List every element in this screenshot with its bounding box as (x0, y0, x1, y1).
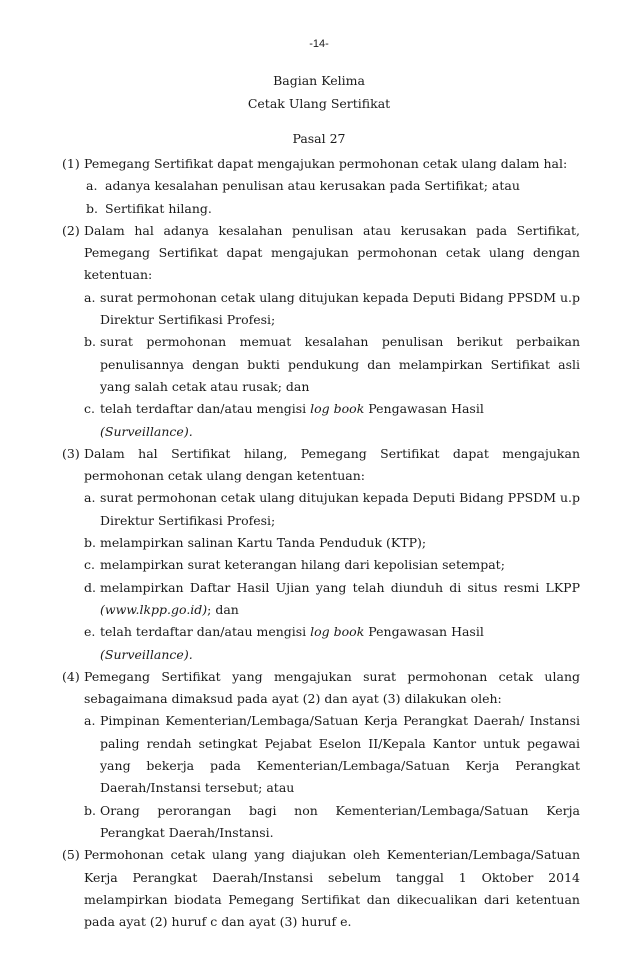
paragraph-number: (4) (62, 668, 80, 684)
paragraph-number: (5) (62, 847, 80, 863)
list-item (84, 800, 580, 845)
paragraph-2 (62, 220, 580, 443)
list-item-text (100, 398, 580, 443)
text-run: telah terdaftar dan/atau mengisi (100, 624, 311, 640)
paragraph-5 (62, 844, 580, 933)
list-item-label: c. (84, 557, 95, 573)
list-item-label: b. (84, 802, 96, 818)
paragraph-text: Pemegang Sertifikat dapat mengajukan permohonan cetak ulang dalam hal: (84, 156, 568, 171)
list-item (84, 554, 580, 576)
paragraph-number: (2) (62, 222, 80, 238)
italic-term: (Surveillance). (100, 423, 193, 439)
list-item (84, 621, 580, 666)
list-item (84, 710, 580, 799)
list-item-label: a. (84, 490, 96, 506)
list-item (86, 198, 580, 220)
section-title-heading: Cetak Ulang Sertifikat (247, 96, 391, 111)
paragraph-number: (1) (62, 156, 80, 171)
paragraph-4 (62, 666, 580, 844)
list-item-text (100, 577, 580, 622)
list-item-text (100, 621, 580, 666)
list-item-text: surat permohonan cetak ulang ditujukan kepada Deputi Bidang PPSDM u.p Direktur Sertifikasi Profesi; (100, 289, 580, 328)
paragraph-text: Pemegang Sertifikat yang mengajukan surat permohonan cetak ulang sebagaimana dimaksud pada ayat (2) dan ayat (3) dilakukan oleh: (84, 668, 580, 707)
paragraph-text: Permohonan cetak ulang yang diajukan oleh Kementerian/Lembaga/Satuan Kerja Perangkat Daerah/Instansi sebelum tanggal 1 Oktober 2014 melampirkan biodata Pemegang Sertifikat dan dikecualikan dari ketentuan pada ayat (2) huruf c dan ayat (3) huruf e. (84, 847, 580, 930)
paragraph-text: Dalam hal adanya kesalahan penulisan atau kerusakan pada Sertifikat, Pemegang Sertifikat dapat mengajukan permohonan cetak ulang dengan ketentuan: (84, 222, 580, 283)
list-item-text: melampirkan surat keterangan hilang dari kepolisian setempat; (100, 557, 505, 573)
list-item-text: Orang perorangan bagi non Kementerian/Lembaga/Satuan Kerja Perangkat Daerah/Instansi. (100, 802, 580, 840)
paragraph-number: (3) (62, 445, 80, 461)
text-run: Pengawasan Hasil (364, 624, 484, 640)
article-heading: Pasal 27 (292, 131, 346, 146)
list-item (84, 287, 580, 332)
list-item (84, 331, 580, 398)
text-run: ; dan (207, 601, 239, 617)
website-url: (www.lkpp.go.id) (100, 601, 208, 617)
article-body (62, 153, 580, 933)
list-item-label: b. (84, 535, 96, 551)
list-item-label: e. (84, 624, 96, 640)
list-item-text: melampirkan salinan Kartu Tanda Penduduk (KTP); (100, 535, 427, 551)
italic-term: log book (310, 624, 365, 640)
list-item-text: surat permohonan cetak ulang ditujukan kepada Deputi Bidang PPSDM u.p Direktur Sertifikasi Profesi; (100, 490, 580, 528)
list-item-label: d. (84, 579, 96, 595)
list-item-label: a. (84, 289, 96, 305)
italic-term: log book (310, 401, 365, 417)
list-item-text: adanya kesalahan penulisan atau kerusakan pada Sertifikat; atau (105, 178, 520, 194)
list-item-text: Sertifikat hilang. (105, 200, 212, 216)
list-item-label: c. (84, 401, 95, 417)
section-part-heading: Bagian Kelima (273, 73, 365, 88)
list-item (86, 175, 580, 197)
italic-term: (Surveillance). (100, 646, 193, 662)
paragraph-1 (62, 153, 580, 220)
list-item-label: a. (84, 713, 96, 729)
list-item-text: surat permohonan memuat kesalahan penulisan berikut perbaikan penulisannya dengan bukti pendukung dan melampirkan Sertifikat asli yang salah cetak atau rusak; dan (100, 334, 580, 394)
list-item (84, 398, 580, 443)
list-item (84, 532, 580, 554)
paragraph-3 (62, 443, 580, 666)
text-run: melampirkan Daftar Hasil Ujian yang telah diunduh di situs resmi LKPP (100, 579, 580, 595)
list-item-text: Pimpinan Kementerian/Lembaga/Satuan Kerja Perangkat Daerah/ Instansi paling rendah setingkat Pejabat Eselon II/Kepala Kantor untuk pegawai yang bekerja pada Kementerian/Lembaga/Satuan Kerja Perangkat Daerah/Instansi tersebut; atau (100, 713, 580, 796)
list-item (84, 487, 580, 532)
list-item-label: b. (86, 200, 98, 216)
page-number: -14- (309, 38, 329, 50)
text-run: Pengawasan Hasil (364, 401, 484, 417)
list-item (84, 577, 580, 622)
list-item-label: b. (84, 334, 96, 350)
text-run: telah terdaftar dan/atau mengisi (100, 401, 311, 417)
paragraph-text: Dalam hal Sertifikat hilang, Pemegang Sertifikat dapat mengajukan permohonan cetak ulang dengan ketentuan: (84, 445, 580, 484)
list-item-label: a. (86, 178, 98, 194)
